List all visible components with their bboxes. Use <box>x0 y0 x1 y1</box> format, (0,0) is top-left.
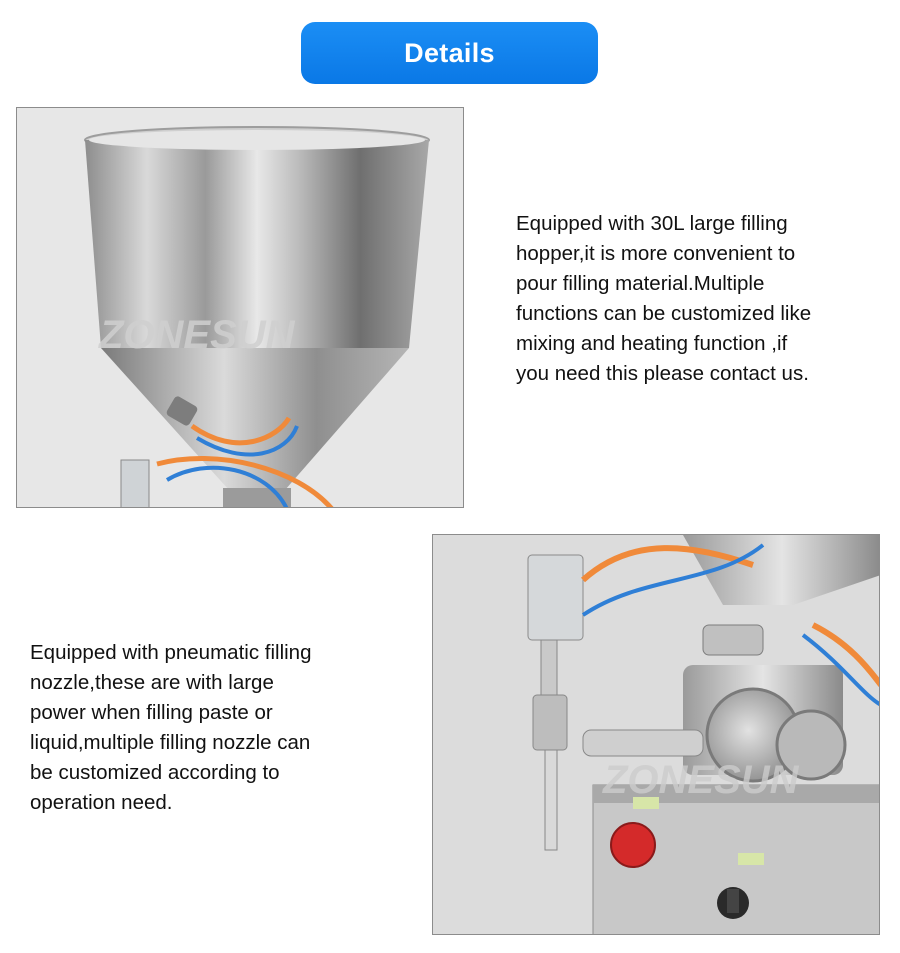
nozzle-photo <box>432 534 880 935</box>
nozzle-desc-line: Equipped with pneumatic filling <box>30 641 312 664</box>
nozzle-desc-line: operation need. <box>30 791 173 814</box>
details-header <box>301 22 598 84</box>
emergency-stop-icon <box>611 823 655 867</box>
details-title: Details <box>404 37 495 68</box>
hopper-description <box>516 209 856 389</box>
nozzle-desc-line: power when filling paste or <box>30 701 273 724</box>
hopper-desc-line: Equipped with 30L large filling <box>516 212 788 235</box>
hopper-desc-line: mixing and heating function ,if <box>516 332 788 355</box>
hopper-desc-line: pour filling material.Multiple <box>516 272 765 295</box>
hopper-desc-line: hopper,it is more convenient to <box>516 242 796 265</box>
zonesun-watermark: ZONESUN <box>603 758 799 802</box>
nozzle-desc-line: liquid,multiple filling nozzle can <box>30 731 311 754</box>
nozzle-description <box>30 638 380 818</box>
zonesun-watermark: ZONESUN <box>99 313 295 357</box>
nozzle-desc-line: be customized according to <box>30 761 280 784</box>
hopper-photo <box>16 107 464 508</box>
hopper-desc-line: functions can be customized like <box>516 302 812 325</box>
hopper-desc-line: you need this please contact us. <box>516 362 809 385</box>
nozzle-desc-line: nozzle,these are with large <box>30 671 274 694</box>
